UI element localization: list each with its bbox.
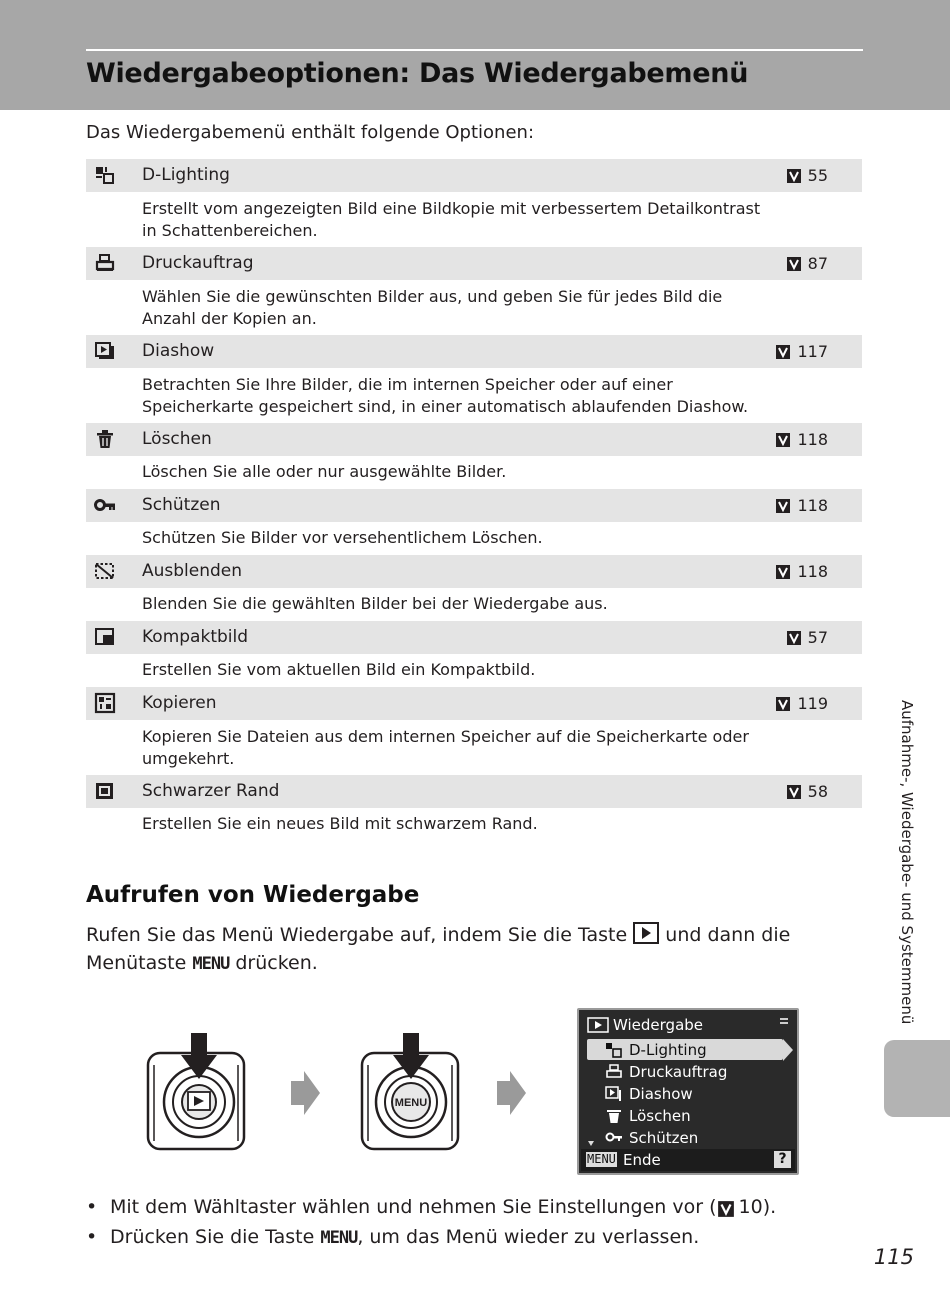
slideshow-icon (94, 340, 116, 362)
protect-key-icon (94, 494, 116, 516)
reference-icon (775, 498, 791, 514)
reference-icon (786, 168, 802, 184)
copy-icon (94, 692, 116, 714)
menu-options-table (86, 159, 862, 841)
option-description: Schützen Sie Bilder vor versehentlichem Löschen. (142, 528, 543, 547)
option-label: Ausblenden (142, 561, 243, 581)
help-icon: ? (774, 1151, 791, 1168)
camera-menu-item[interactable]: Schützen (587, 1127, 783, 1148)
page-reference: 118 (775, 496, 828, 515)
print-order-icon (605, 1064, 623, 1080)
bullet-icon: • (86, 1196, 98, 1218)
list-item: • Drücken Sie die Taste MENU, um das Menü wieder zu verlassen. (86, 1222, 846, 1253)
scroll-down-icon (587, 1139, 595, 1147)
menu-key-label: MENU (320, 1228, 358, 1248)
menu-key-label: MENU (192, 954, 230, 974)
page-reference: 57 (786, 628, 828, 647)
next-arrow-2 (497, 1071, 526, 1115)
page-reference: 55 (786, 166, 828, 185)
print-order-icon (94, 252, 116, 274)
table-row (86, 247, 862, 280)
reference-icon (775, 344, 791, 360)
hide-image-icon (94, 560, 116, 582)
option-description: Erstellen Sie ein neues Bild mit schwarzem Rand. (142, 814, 538, 833)
option-label: Kopieren (142, 693, 217, 713)
exit-label: Ende (623, 1151, 661, 1169)
table-row (86, 621, 862, 654)
table-row (86, 775, 862, 808)
option-label: D-Lighting (142, 165, 230, 185)
section-title: Aufrufen von Wiedergabe (86, 882, 420, 908)
slideshow-icon (605, 1086, 623, 1102)
camera-menu-item[interactable]: Löschen (587, 1105, 783, 1126)
d-lighting-icon (94, 164, 116, 186)
option-label: Druckauftrag (142, 253, 254, 273)
d-lighting-icon (605, 1042, 623, 1058)
page-number: 115 (873, 1245, 914, 1269)
camera-menu-item[interactable]: Druckauftrag (587, 1061, 783, 1082)
page-reference: 58 (786, 782, 828, 801)
option-label: Kompaktbild (142, 627, 249, 647)
reference-icon (775, 432, 791, 448)
page-reference: 118 (775, 430, 828, 449)
next-arrow-1 (291, 1071, 320, 1115)
side-tab-label: Aufnahme-, Wiedergabe- und Systemmenü (898, 700, 916, 1025)
header-rule (86, 49, 863, 51)
table-row (86, 335, 862, 368)
header-band (0, 0, 950, 110)
side-tab (884, 1040, 950, 1117)
camera-screen-title: Wiedergabe (613, 1016, 704, 1034)
list-item: • Mit dem Wähltaster wählen und nehmen Sie Einstellungen vor ( 10). (86, 1192, 846, 1222)
small-picture-icon (94, 626, 116, 648)
section-text: Rufen Sie das Menü Wiedergabe auf, indem Sie die Taste und dann die Menütaste MENU drücken. (86, 924, 791, 974)
reference-icon (775, 696, 791, 712)
bullet-icon: • (86, 1226, 98, 1248)
table-row (86, 159, 862, 192)
menu-key-icon: MENU (587, 1152, 616, 1166)
table-row (86, 489, 862, 522)
option-label: Schützen (142, 495, 221, 515)
table-row (86, 423, 862, 456)
option-description: Kopieren Sie Dateien aus dem internen Speicher auf die Speicherkarte oder umgekehrt. (142, 727, 749, 768)
table-row (86, 687, 862, 720)
intro-text: Das Wiedergabemenü enthält folgende Optionen: (86, 122, 535, 143)
playback-mode-icon (587, 1017, 609, 1033)
table-row (86, 555, 862, 588)
option-label: Löschen (142, 429, 212, 449)
protect-key-icon (605, 1130, 623, 1146)
camera-screen (577, 1008, 799, 1175)
option-label: Diashow (142, 341, 215, 361)
page-title: Wiedergabeoptionen: Das Wiedergabemenü (86, 58, 749, 89)
bullet-list (86, 1192, 846, 1253)
reference-icon (786, 784, 802, 800)
selection-pointer-icon (783, 1039, 793, 1061)
option-description: Erstellt vom angezeigten Bild eine Bildkopie mit verbessertem Detailkontrast in Schattenbereichen. (142, 199, 761, 240)
camera-menu-item[interactable]: Diashow (587, 1083, 783, 1104)
battery-icon (779, 1016, 789, 1026)
page-reference: 119 (775, 694, 828, 713)
playback-button-icon (633, 922, 659, 944)
camera-screen-title-bar (583, 1013, 793, 1035)
option-description: Löschen Sie alle oder nur ausgewählte Bilder. (142, 462, 507, 481)
black-border-icon (94, 780, 116, 802)
menu-button-label: MENU (394, 1097, 428, 1109)
option-description: Erstellen Sie vom aktuellen Bild ein Kompaktbild. (142, 660, 536, 679)
page-reference: 117 (775, 342, 828, 361)
option-description: Betrachten Sie Ihre Bilder, die im internen Speicher oder auf einer Speicherkarte gespeichert sind, in einer automatisch ablaufenden Diashow. (142, 375, 749, 416)
option-description: Wählen Sie die gewünschten Bilder aus, und geben Sie für jedes Bild die Anzahl der Kopien an. (142, 287, 723, 328)
camera-menu-item[interactable]: D-Lighting (587, 1039, 783, 1060)
delete-icon (605, 1108, 623, 1124)
option-label: Schwarzer Rand (142, 781, 280, 801)
page-reference: 87 (786, 254, 828, 273)
reference-icon (786, 256, 802, 272)
reference-icon (786, 630, 802, 646)
page-reference: 118 (775, 562, 828, 581)
camera-screen-footer (581, 1149, 795, 1171)
reference-icon (775, 564, 791, 580)
delete-icon (94, 428, 116, 450)
option-description: Blenden Sie die gewählten Bilder bei der Wiedergabe aus. (142, 594, 608, 613)
reference-icon (717, 1200, 735, 1218)
